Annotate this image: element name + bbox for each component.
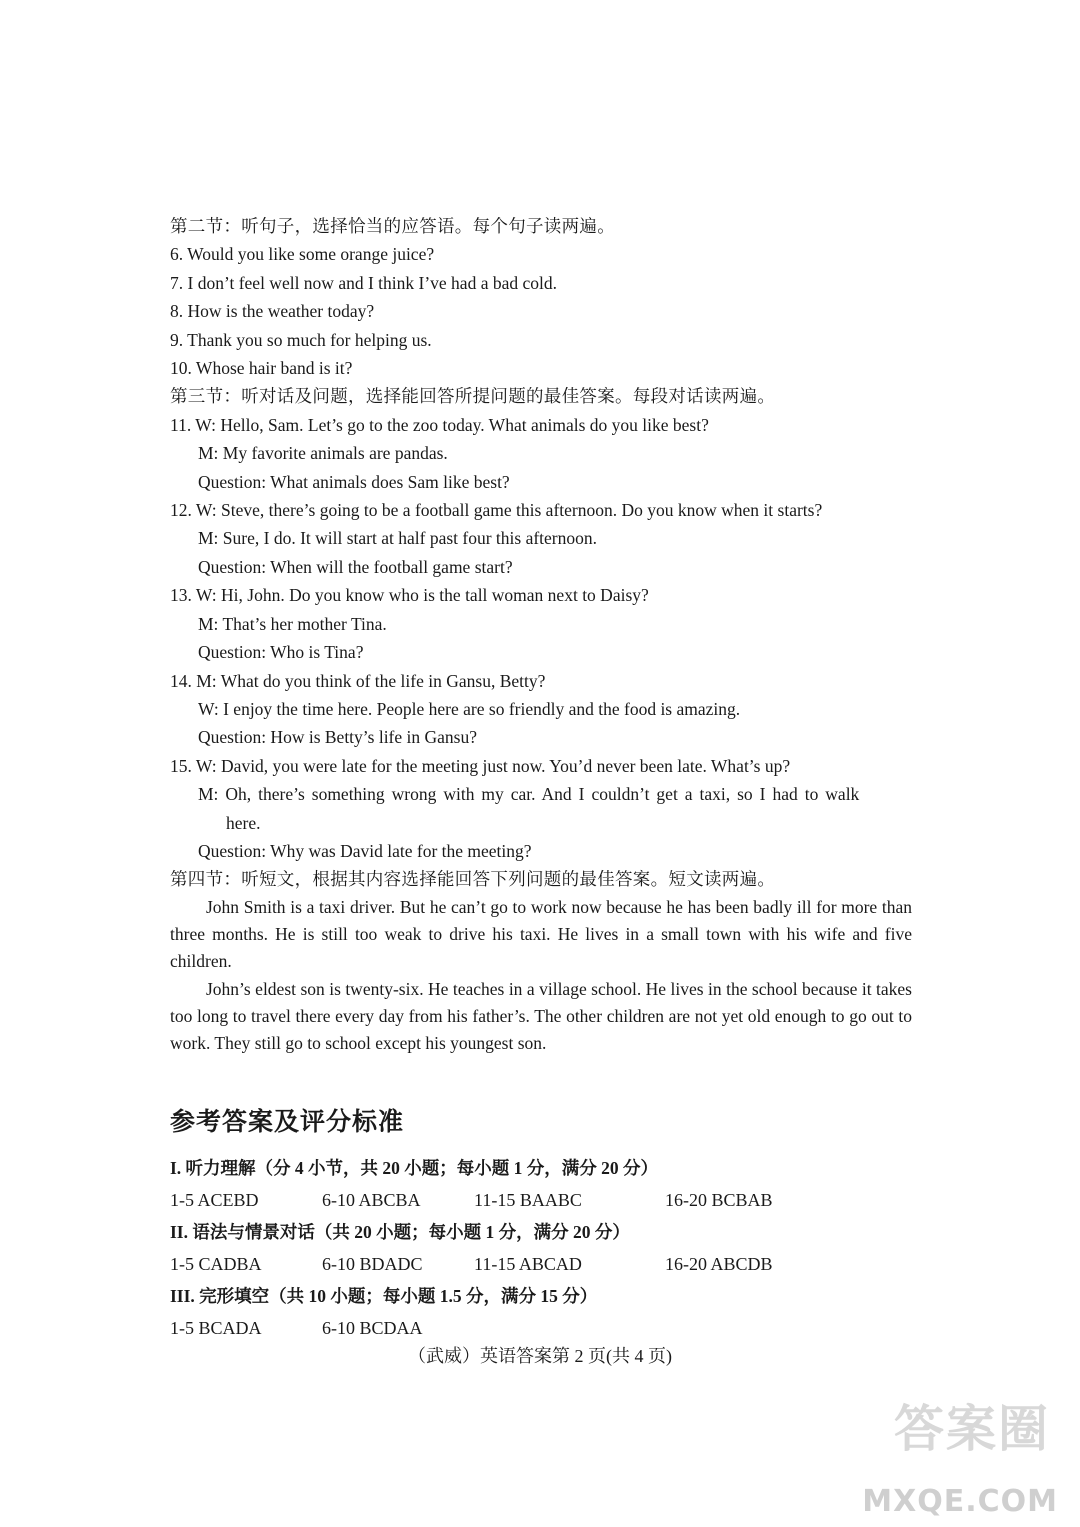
answer-group: 16-20 BCBAB (665, 1189, 773, 1210)
dialogue-14-w: W: I enjoy the time here. People here are so friendly and the food is amazing. (198, 698, 741, 719)
part2-title: II. 语法与情景对话（共 20 小题；每小题 1 分，满分 20 分） (170, 1221, 630, 1242)
answer-group: 16-20 ABCDB (665, 1253, 773, 1274)
item-6: 6. Would you like some orange juice? (170, 244, 435, 265)
answer-group: 6-10 ABCBA (322, 1189, 421, 1210)
dialogue-12-m: M: Sure, I do. It will start at half past four this afternoon. (198, 528, 598, 549)
dialogue-11-question: Question: What animals does Sam like best? (198, 471, 510, 492)
part3-answers (170, 1312, 912, 1344)
watermark-logo (862, 1389, 1058, 1519)
part2-answers (170, 1248, 912, 1280)
section2-title: 第二节：听句子，选择恰当的应答语。每个句子读两遍。 (170, 216, 615, 236)
answer-group: 1-5 BCADA (170, 1317, 262, 1338)
dialogue-13-m: M: That’s her mother Tina. (198, 613, 387, 634)
answers-heading: 参考答案及评分标准 (170, 1108, 405, 1136)
dialogue-13-w: 13. W: Hi, John. Do you know who is the tall woman next to Daisy? (170, 585, 649, 606)
dialogue-13-question: Question: Who is Tina? (198, 642, 364, 663)
passage-paragraph-2: John’s eldest son is twenty-six. He teaches in a village school. He lives in the school because it takes too long to travel there every day from his father’s. The other children are not yet old enough to go out to work. They still go to school except his youngest son. (170, 978, 912, 1054)
part1-answers (170, 1184, 912, 1216)
part3-title: III. 完形填空（共 10 小题；每小题 1.5 分，满分 15 分） (170, 1285, 598, 1306)
dialogue-15-m: M: Oh, there’s something wrong with my car. And I couldn’t get a taxi, so I had to walk (198, 784, 860, 805)
item-8: 8. How is the weather today? (170, 301, 375, 322)
part1-title: I. 听力理解（分 4 小节，共 20 小题；每小题 1 分，满分 20 分） (170, 1157, 659, 1178)
watermark-bottom-text: MXQE.COM (862, 1484, 1058, 1519)
item-10: 10. Whose hair band is it? (170, 358, 353, 379)
dialogue-12-w: 12. W: Steve, there’s going to be a football game this afternoon. Do you know when it starts? (170, 500, 823, 521)
section4-title: 第四节：听短文，根据其内容选择能回答下列问题的最佳答案。短文读两遍。 (170, 869, 776, 890)
passage-paragraph-1: John Smith is a taxi driver. But he can’t go to work now because he has been badly ill for more than three months. He is still too weak to drive his taxi. He lives in a small town with his wife and five children. (170, 896, 912, 972)
dialogue-14-question: Question: How is Betty’s life in Gansu? (198, 727, 478, 748)
dialogue-11-w: 11. W: Hello, Sam. Let’s go to the zoo today. What animals do you like best? (170, 414, 709, 435)
dialogue-11-m: M: My favorite animals are pandas. (198, 443, 448, 464)
dialogue-14-m: 14. M: What do you think of the life in Gansu, Betty? (170, 670, 546, 691)
dialogue-15-w: 15. W: David, you were late for the meeting just now. You’d never been late. What’s up? (170, 755, 791, 776)
document-body (170, 212, 912, 1344)
watermark-top-text: 答案圈 (894, 1400, 1050, 1458)
answer-group: 11-15 BAABC (474, 1189, 582, 1210)
answer-group: 6-10 BDADC (322, 1253, 423, 1274)
page-footer: （武威）英语答案第 2 页(共 4 页) (408, 1346, 672, 1366)
answer-group: 1-5 ACEBD (170, 1189, 259, 1210)
dialogue-12-question: Question: When will the football game start? (198, 556, 513, 577)
item-9: 9. Thank you so much for helping us. (170, 329, 432, 350)
answer-group: 6-10 BCDAA (322, 1317, 423, 1338)
answer-group: 1-5 CADBA (170, 1253, 262, 1274)
dialogue-15-m-cont: here. (226, 812, 261, 833)
section3-title: 第三节：听对话及问题，选择能回答所提问题的最佳答案。每段对话读两遍。 (170, 386, 776, 407)
item-7: 7. I don’t feel well now and I think I’ve had a bad cold. (170, 272, 557, 293)
answer-group: 11-15 ABCAD (474, 1253, 582, 1274)
dialogue-15-question: Question: Why was David late for the meeting? (198, 840, 532, 861)
